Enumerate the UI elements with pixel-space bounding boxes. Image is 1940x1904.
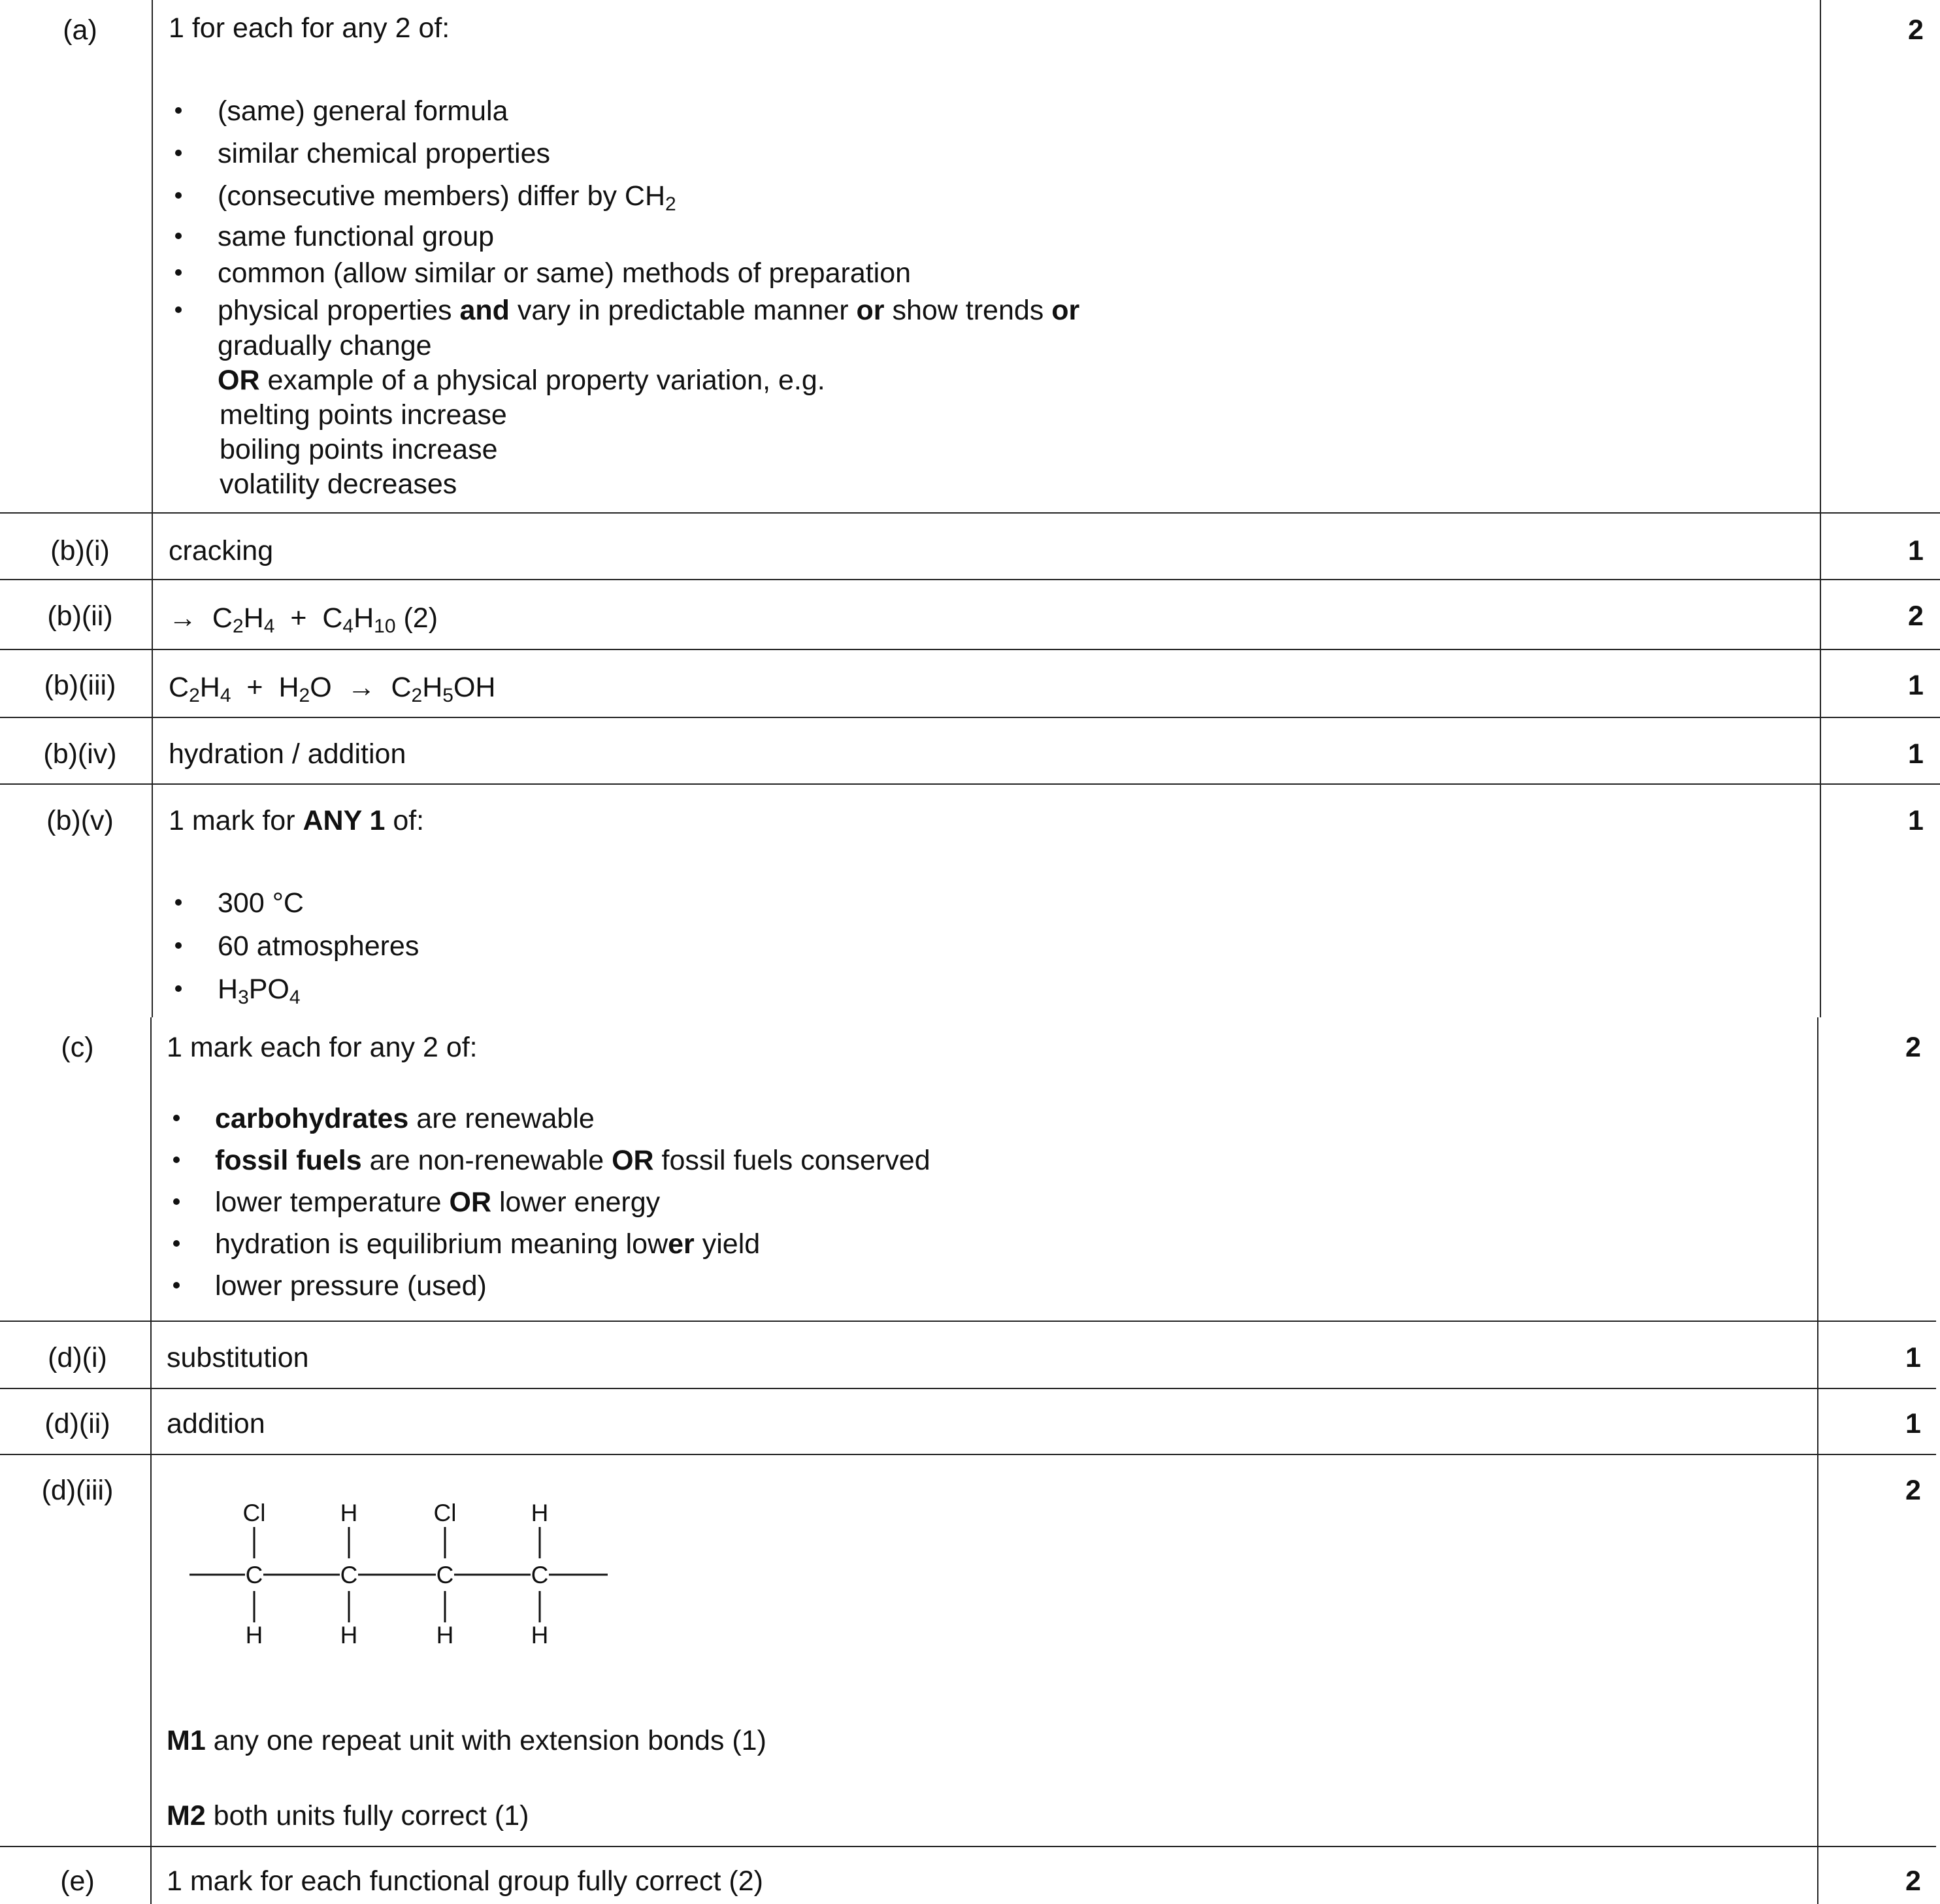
atom-label: C xyxy=(436,1562,454,1588)
row-label: (e) xyxy=(60,1865,95,1897)
marks-value: 1 xyxy=(1908,738,1924,770)
atom-label: C xyxy=(245,1562,263,1588)
row-divider xyxy=(0,717,1940,718)
bullet-text: fossil fuels are non-renewable OR fossil fuels conserved xyxy=(215,1145,930,1176)
bullet-text: common (allow similar or same) methods of preparation xyxy=(218,257,912,289)
answer-text: hydration / addition xyxy=(169,738,406,770)
bullet-text: lower pressure (used) xyxy=(215,1270,487,1302)
bullet-dot xyxy=(173,1115,180,1121)
row-label: (b)(i) xyxy=(50,535,110,566)
atom-label: H xyxy=(531,1500,549,1526)
bullet-dot xyxy=(175,985,182,992)
row-divider xyxy=(0,1454,1936,1455)
equation: $C_2H_4 + H_2O \to C_2H_5OH$ xyxy=(169,672,496,706)
bullet-dot xyxy=(175,233,182,239)
answer-text: 1 mark for each functional group fully correct (2) xyxy=(167,1865,763,1897)
bullet-dot xyxy=(175,192,182,199)
marks-value: 1 xyxy=(1905,1408,1921,1439)
polymer-structure-diagram xyxy=(183,1493,614,1656)
bullet-text: carbohydrates are renewable xyxy=(215,1103,595,1134)
row-divider xyxy=(0,1846,1936,1847)
bullet-dot xyxy=(173,1198,180,1205)
column-divider-left-lower xyxy=(150,1017,152,1904)
marks-value: 2 xyxy=(1905,1032,1921,1063)
marks-value: 1 xyxy=(1908,670,1924,701)
row-divider xyxy=(0,512,1940,514)
answer-intro: 1 mark for ANY 1 of: xyxy=(169,805,425,836)
atom-label: H xyxy=(531,1622,549,1649)
bullet-text: 300 °C xyxy=(218,887,304,919)
row-divider xyxy=(0,1388,1936,1389)
bullet-text: (same) general formula xyxy=(218,95,508,127)
row-label: (b)(v) xyxy=(46,805,114,836)
or-line: OR example of a physical property variation, e.g. xyxy=(218,365,825,396)
atom-label: H xyxy=(340,1500,358,1526)
row-divider xyxy=(0,579,1940,580)
column-divider-left xyxy=(152,0,153,1017)
bullet-text: $H_3PO_4$ xyxy=(218,974,301,1008)
example-line: melting points increase xyxy=(220,399,507,431)
atom-label: H xyxy=(340,1622,358,1649)
bullet-dot xyxy=(175,942,182,949)
row-label: (d)(ii) xyxy=(44,1408,110,1439)
atom-label: C xyxy=(531,1562,549,1588)
marks-value: 1 xyxy=(1908,805,1924,836)
bullet-text: physical properties and vary in predictable manner or show trends or xyxy=(218,295,1080,326)
marks-value: 2 xyxy=(1908,14,1924,46)
row-label: (b)(iii) xyxy=(44,670,116,701)
atom-label: Cl xyxy=(433,1500,457,1526)
bullet-text: lower temperature OR lower energy xyxy=(215,1187,661,1218)
bullet-dot xyxy=(173,1157,180,1163)
bullet-text: same functional group xyxy=(218,221,495,252)
example-line: boiling points increase xyxy=(220,434,498,465)
row-label: (c) xyxy=(61,1032,94,1063)
mark-point-m1: M1 any one repeat unit with extension bonds (1) xyxy=(167,1725,766,1756)
row-label: (b)(ii) xyxy=(47,600,113,632)
atom-label: C xyxy=(340,1562,358,1588)
bullet-text: similar chemical properties xyxy=(218,138,550,169)
answer-intro: 1 mark each for any 2 of: xyxy=(167,1032,478,1063)
atom-label: H xyxy=(245,1622,263,1649)
column-divider-right xyxy=(1820,0,1821,1017)
example-line: volatility decreases xyxy=(220,468,457,500)
row-label: (a) xyxy=(63,14,97,46)
answer-text: cracking xyxy=(169,535,274,566)
row-divider xyxy=(0,649,1940,650)
marks-value: 1 xyxy=(1908,535,1924,566)
bullet-continuation: gradually change xyxy=(218,330,432,361)
bullet-dot xyxy=(173,1282,180,1288)
marks-value: 1 xyxy=(1905,1342,1921,1373)
row-label: (d)(iii) xyxy=(41,1475,114,1506)
bullet-dot xyxy=(173,1240,180,1247)
marks-value: 2 xyxy=(1908,600,1924,632)
equation: → $C_2H_4 + C_4H_{10}$ (2) xyxy=(169,602,438,637)
row-divider xyxy=(0,783,1940,785)
mark-point-m2: M2 both units fully correct (1) xyxy=(167,1800,529,1831)
marks-value: 2 xyxy=(1905,1475,1921,1506)
answer-text: substitution xyxy=(167,1342,309,1373)
marks-value: 2 xyxy=(1905,1865,1921,1897)
bullet-dot xyxy=(175,150,182,156)
bullet-text: hydration is equilibrium meaning lower yield xyxy=(215,1228,761,1260)
row-label: (b)(iv) xyxy=(43,738,117,770)
bullet-dot xyxy=(175,269,182,276)
column-divider-right-lower xyxy=(1817,1017,1818,1904)
atom-label: H xyxy=(436,1622,454,1649)
bullet-text: 60 atmospheres xyxy=(218,930,419,962)
answer-text: addition xyxy=(167,1408,265,1439)
bullet-dot xyxy=(175,306,182,313)
bullet-dot xyxy=(175,899,182,906)
row-label: (d)(i) xyxy=(48,1342,107,1373)
row-divider xyxy=(0,1321,1936,1322)
atom-label: Cl xyxy=(242,1500,266,1526)
bullet-dot xyxy=(175,107,182,114)
answer-intro: 1 for each for any 2 of: xyxy=(169,12,450,44)
bullet-text: (consecutive members) differ by $CH_2$ xyxy=(218,180,676,215)
